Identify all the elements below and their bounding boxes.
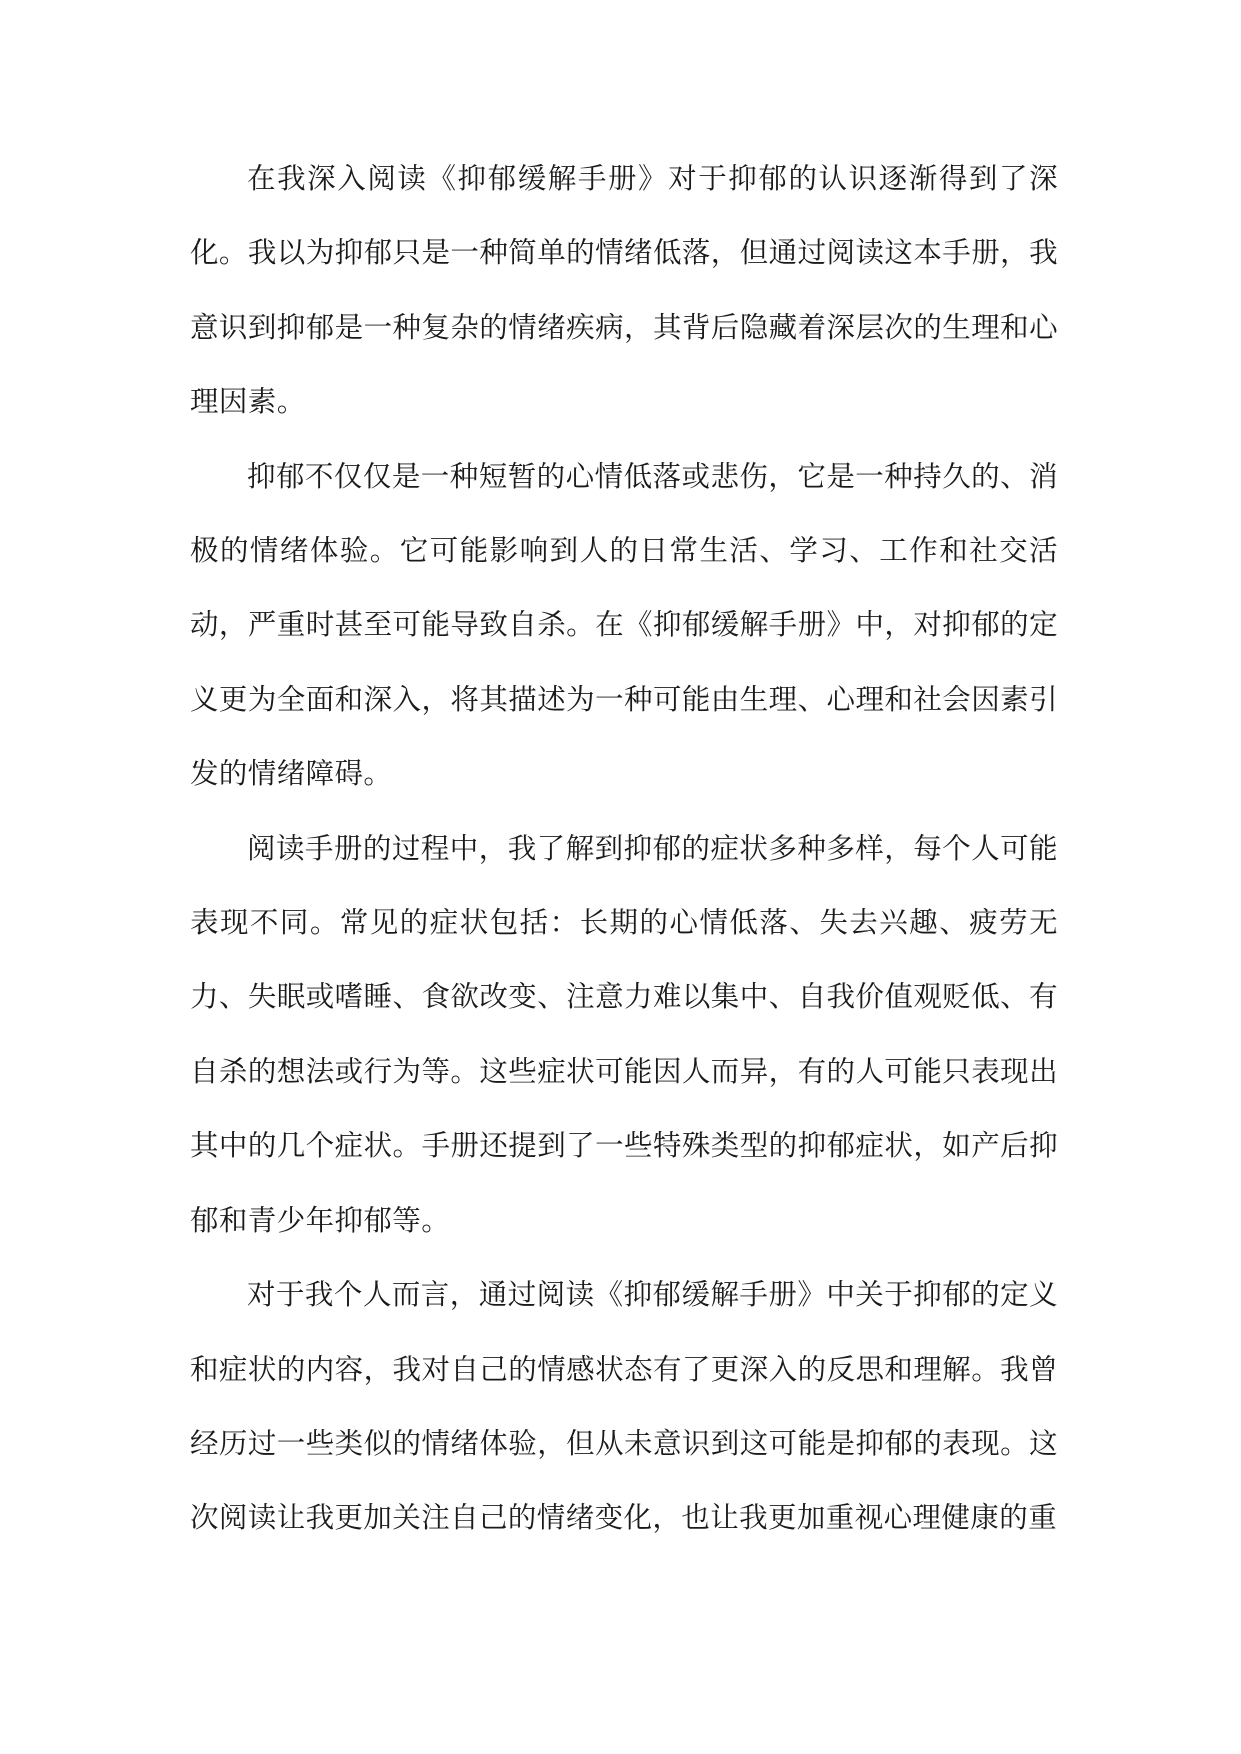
document-body bbox=[190, 142, 1058, 1556]
paragraph-4: 对于我个人而言，通过阅读《抑郁缓解手册》中关于抑郁的定义和症状的内容，我对自己的情感状态有了更深入的反思和理解。我曾经历过一些类似的情绪体验，但从未意识到这可能是抑郁的表现。这次阅读让我更加关注自己的情绪变化，也让我更加重视心理健康的重 bbox=[190, 1278, 1058, 1535]
paragraph-1: 在我深入阅读《抑郁缓解手册》对于抑郁的认识逐渐得到了深化。我以为抑郁只是一种简单的情绪低落，但通过阅读这本手册，我意识到抑郁是一种复杂的情绪疾病，其背后隐藏着深层次的生理和心理因素。 bbox=[190, 162, 1058, 419]
paragraph-3: 阅读手册的过程中，我了解到抑郁的症状多种多样，每个人可能表现不同。常见的症状包括：长期的心情低落、失去兴趣、疲劳无力、失眠或嗜睡、食欲改变、注意力难以集中、自我价值观贬低、有自杀的想法或行为等。这些症状可能因人而异，有的人可能只表现出其中的几个症状。手册还提到了一些特殊类型的抑郁症状，如产后抑郁和青少年抑郁等。 bbox=[190, 831, 1058, 1237]
paragraph-2: 抑郁不仅仅是一种短暂的心情低落或悲伤，它是一种持久的、消极的情绪体验。它可能影响到人的日常生活、学习、工作和社交活动，严重时甚至可能导致自杀。在《抑郁缓解手册》中，对抑郁的定义更为全面和深入，将其描述为一种可能由生理、心理和社会因素引发的情绪障碍。 bbox=[190, 459, 1058, 791]
